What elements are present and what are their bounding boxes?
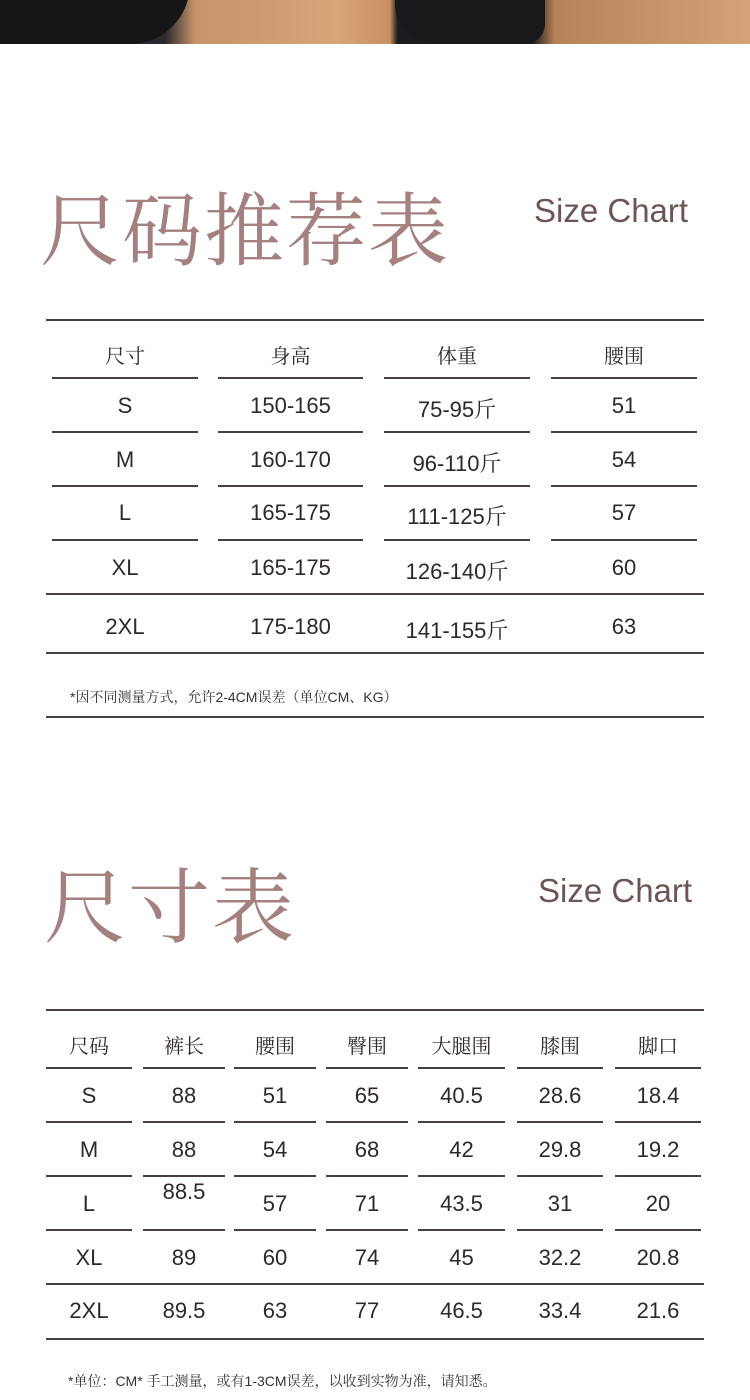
row-divider: [218, 485, 363, 487]
column-header: 臀围: [347, 1036, 387, 1058]
table-cell: 31: [547, 1191, 573, 1216]
size-title: 尺寸表: [44, 861, 297, 956]
header-divider: [52, 377, 198, 379]
header-divider: [384, 377, 530, 379]
row-divider: [326, 1229, 408, 1231]
row-divider-full: [46, 1338, 704, 1340]
row-divider: [52, 431, 198, 433]
table-cell: 96-110斤: [412, 451, 502, 476]
table-cell: 51: [611, 393, 637, 418]
table-cell: 63: [262, 1298, 288, 1323]
row-divider: [517, 1229, 603, 1231]
table-cell: 51: [262, 1083, 288, 1108]
table-cell: 54: [262, 1137, 288, 1162]
table-cell: S: [81, 1083, 97, 1108]
table-cell: 68: [354, 1137, 380, 1162]
row-divider: [384, 539, 530, 541]
table-cell: 45: [449, 1245, 474, 1270]
column-header: 尺码: [69, 1036, 109, 1058]
row-divider: [517, 1121, 603, 1123]
row-divider: [384, 485, 530, 487]
row-divider-full: [46, 593, 704, 595]
table-cell: 42: [449, 1137, 474, 1162]
row-divider: [46, 1229, 132, 1231]
row-divider: [551, 539, 697, 541]
row-divider: [326, 1121, 408, 1123]
table-cell: M: [79, 1137, 99, 1162]
table-cell: 20.8: [636, 1245, 680, 1270]
header-divider: [418, 1067, 505, 1069]
table-cell: 18.4: [636, 1083, 680, 1108]
header-divider: [615, 1067, 701, 1069]
table-cell: 165-175: [250, 500, 331, 525]
row-divider-full: [46, 1283, 704, 1285]
leg-silhouette-right: [395, 0, 545, 44]
leg-silhouette-left: [0, 0, 190, 44]
row-divider: [143, 1175, 225, 1177]
column-header: 裤长: [164, 1036, 204, 1058]
row-divider: [517, 1175, 603, 1177]
table-cell: 57: [611, 500, 637, 525]
product-photo-strip: [0, 0, 750, 44]
row-divider: [218, 431, 363, 433]
table-cell: 2XL: [105, 614, 145, 639]
column-header: 体重: [437, 346, 477, 368]
table-cell: 20: [645, 1191, 671, 1216]
column-header: 尺寸: [105, 346, 145, 368]
table-cell: 150-165: [250, 393, 331, 418]
table-cell: S: [117, 393, 133, 418]
header-divider: [517, 1067, 603, 1069]
row-divider: [615, 1121, 701, 1123]
table-cell: 63: [611, 614, 637, 639]
header-divider: [46, 1067, 132, 1069]
column-header: 大腿围: [431, 1036, 492, 1058]
table-cell: XL: [111, 555, 139, 580]
recommend-note: *因不同测量方式，允许2-4CM误差（单位CM、KG）: [70, 689, 398, 705]
table-cell: 160-170: [250, 447, 331, 472]
row-divider: [615, 1175, 701, 1177]
table-cell: 165-175: [250, 555, 331, 580]
table-cell: 57: [262, 1191, 288, 1216]
table-cell: 89: [171, 1245, 197, 1270]
row-divider: [326, 1175, 408, 1177]
row-divider: [551, 485, 697, 487]
row-divider: [143, 1121, 225, 1123]
header-divider: [551, 377, 697, 379]
row-divider-full: [46, 652, 704, 654]
table-cell: 54: [611, 447, 637, 472]
table-cell: 75-95斤: [417, 397, 497, 422]
column-header: 膝围: [540, 1036, 580, 1058]
header-divider: [218, 377, 363, 379]
table-cell: 40.5: [440, 1083, 483, 1108]
header-divider: [234, 1067, 316, 1069]
table-cell: 33.4: [538, 1298, 582, 1323]
column-header: 腰围: [255, 1036, 295, 1058]
table-cell: 60: [262, 1245, 288, 1270]
recommend-title: 尺码推荐表: [40, 185, 450, 278]
table-cell: 29.8: [538, 1137, 582, 1162]
table-cell: 111-125斤: [407, 504, 507, 529]
table-cell: 43.5: [440, 1191, 483, 1216]
header-divider: [143, 1067, 225, 1069]
table-cell: 32.2: [538, 1245, 582, 1270]
table-cell: 77: [354, 1298, 380, 1323]
size-note: *单位：CM* 手工测量，或有1-3CM误差，以收到实物为准，请知悉。: [68, 1373, 497, 1389]
table-cell: 74: [354, 1245, 380, 1270]
row-divider: [418, 1121, 505, 1123]
table-cell: 88: [171, 1137, 197, 1162]
table-cell: 175-180: [250, 614, 331, 639]
table-cell: 141-155斤: [405, 618, 509, 643]
table-cell: 46.5: [440, 1298, 483, 1323]
row-divider: [418, 1229, 505, 1231]
header-divider: [326, 1067, 408, 1069]
row-divider: [46, 1121, 132, 1123]
table-cell: 28.6: [538, 1083, 582, 1108]
table-top-border: [46, 319, 704, 321]
column-header: 身高: [270, 346, 311, 368]
table-cell: L: [82, 1191, 96, 1216]
table-cell: 2XL: [69, 1298, 109, 1323]
column-header: 脚口: [638, 1036, 678, 1058]
row-divider: [234, 1121, 316, 1123]
table-cell: 89.5: [162, 1298, 206, 1323]
row-divider: [52, 539, 198, 541]
row-divider: [551, 431, 697, 433]
row-divider: [46, 1175, 132, 1177]
recommend-subtitle: Size Chart: [534, 192, 689, 229]
table-cell: 126-140斤: [405, 559, 509, 584]
table-cell: 65: [354, 1083, 380, 1108]
row-divider: [52, 485, 198, 487]
column-header: 腰围: [604, 346, 644, 368]
table-cell: L: [118, 500, 132, 525]
table-cell: XL: [75, 1245, 103, 1270]
row-divider: [418, 1175, 505, 1177]
table-top-border: [46, 1009, 704, 1011]
row-divider: [143, 1229, 225, 1231]
row-divider: [218, 539, 363, 541]
table-cell: 60: [611, 555, 637, 580]
row-divider: [384, 431, 530, 433]
recommend-note-divider: [46, 716, 704, 718]
row-divider: [234, 1175, 316, 1177]
size-subtitle: Size Chart: [538, 872, 693, 909]
table-cell: 88.5: [162, 1179, 206, 1204]
table-cell: 71: [354, 1191, 380, 1216]
table-cell: 19.2: [636, 1137, 680, 1162]
row-divider: [234, 1229, 316, 1231]
table-cell: M: [115, 447, 135, 472]
row-divider: [615, 1229, 701, 1231]
table-cell: 21.6: [636, 1298, 680, 1323]
table-cell: 88: [171, 1083, 197, 1108]
